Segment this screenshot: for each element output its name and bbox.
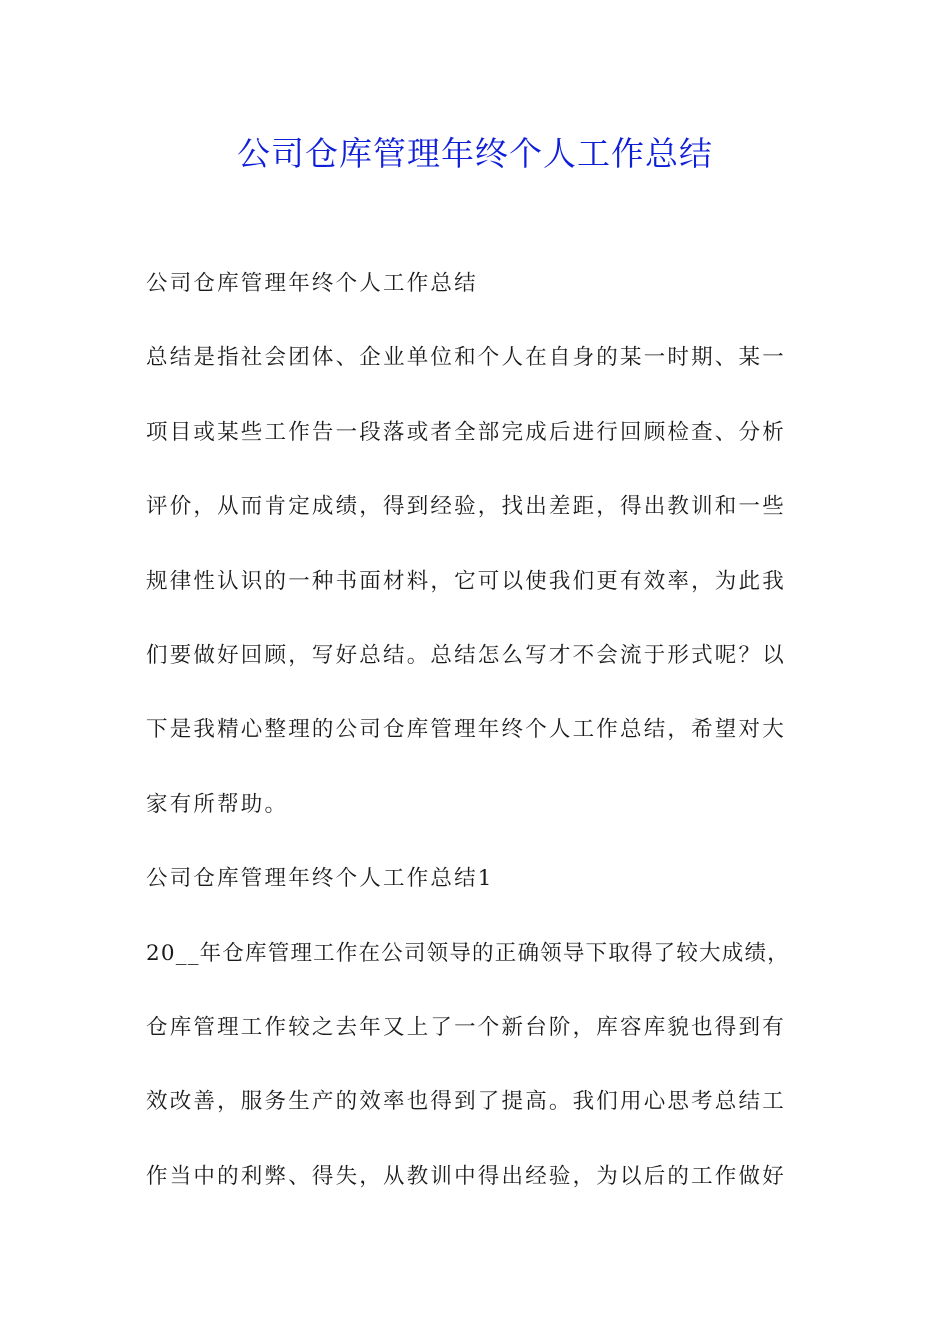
paragraph-line: 项目或某些工作告一段落或者全部完成后进行回顾检查、分析 [146, 419, 786, 445]
paragraph-line: 公司仓库管理年终个人工作总结 [146, 271, 478, 296]
paragraph-line: 家有所帮助。 [146, 791, 289, 817]
paragraph-line: 总结是指社会团体、企业单位和个人在自身的某一时期、某一 [146, 345, 786, 371]
paragraph-line: 效改善，服务生产的效率也得到了提高。我们用心思考总结工 [146, 1089, 786, 1115]
paragraph-line: 作当中的利弊、得失，从教训中得出经验，为以后的工作做好 [146, 1163, 786, 1189]
paragraph-line: 评价，从而肯定成绩，得到经验，找出差距，得出教训和一些 [146, 494, 786, 520]
paragraph-line: 仓库管理工作较之去年又上了一个新台阶，库容库貌也得到有 [146, 1014, 786, 1040]
paragraph-line: 规律性认识的一种书面材料，它可以使我们更有效率，为此我 [146, 568, 786, 594]
paragraph-line: 20__年仓库管理工作在公司领导的正确领导下取得了较大成绩， [146, 940, 790, 966]
section-heading: 公司仓库管理年终个人工作总结1 [146, 866, 494, 892]
page-title: 公司仓库管理年终个人工作总结 [237, 134, 713, 173]
paragraph-line: 下是我精心整理的公司仓库管理年终个人工作总结，希望对大 [146, 717, 786, 743]
document-body [146, 262, 806, 1229]
paragraph-line: 们要做好回顾，写好总结。总结怎么写才不会流于形式呢？以 [146, 642, 786, 668]
